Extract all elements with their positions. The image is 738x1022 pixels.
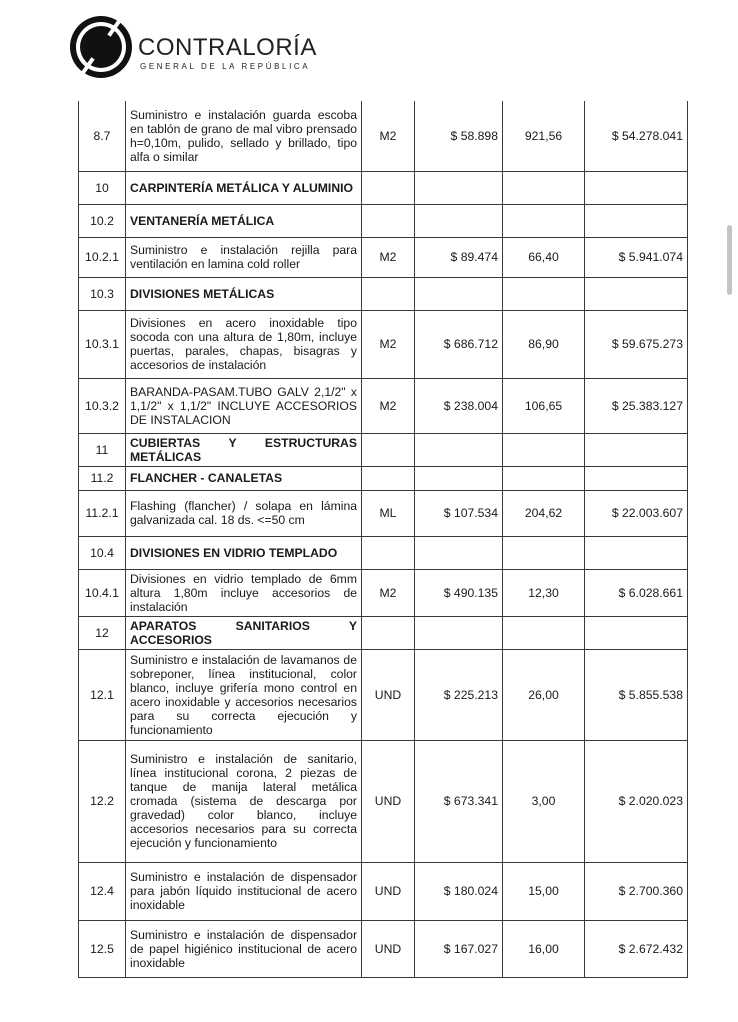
item-row <box>79 310 688 378</box>
item-total: $ 2.020.023 <box>585 740 688 862</box>
item-description: Divisiones en vidrio templado de 6mm altura 1,80m incluye accesorios de instalación <box>126 569 362 616</box>
item-number: 10.2.1 <box>79 237 126 277</box>
item-unit-price: $ 673.341 <box>415 740 503 862</box>
item-unit-price: $ 225.213 <box>415 649 503 740</box>
empty-cell <box>362 277 415 310</box>
empty-cell <box>503 204 585 237</box>
item-description: Suministro e instalación de dispensador para jabón líquido institucional de acero inoxidable <box>126 862 362 920</box>
item-number: 12.1 <box>79 649 126 740</box>
item-total: $ 6.028.661 <box>585 569 688 616</box>
item-row <box>79 740 688 862</box>
empty-cell <box>503 171 585 204</box>
item-quantity: 921,56 <box>503 101 585 171</box>
item-unit-price: $ 238.004 <box>415 378 503 433</box>
empty-cell <box>585 171 688 204</box>
empty-cell <box>362 536 415 569</box>
contraloria-logo <box>68 14 328 84</box>
empty-cell <box>415 277 503 310</box>
empty-cell <box>585 466 688 490</box>
item-quantity: 106,65 <box>503 378 585 433</box>
item-unit-price: $ 167.027 <box>415 920 503 977</box>
item-description: Divisiones en acero inoxidable tipo socoda con una altura de 1,80m, incluye puertas, parales, chapas, bisagras y accesorios de instalación <box>126 310 362 378</box>
item-number: 10.4.1 <box>79 569 126 616</box>
section-title: VENTANERÍA METÁLICA <box>126 204 362 237</box>
section-title: APARATOS SANITARIOS Y ACCESORIOS <box>126 616 362 649</box>
empty-cell <box>503 616 585 649</box>
section-title: DIVISIONES METÁLICAS <box>126 277 362 310</box>
empty-cell <box>585 277 688 310</box>
section-title: FLANCHER - CANALETAS <box>126 466 362 490</box>
item-number: 10 <box>79 171 126 204</box>
item-number: 10.3.2 <box>79 378 126 433</box>
item-quantity: 204,62 <box>503 490 585 536</box>
section-row <box>79 616 688 649</box>
item-row <box>79 490 688 536</box>
item-number: 8.7 <box>79 101 126 171</box>
item-total: $ 5.941.074 <box>585 237 688 277</box>
section-row <box>79 204 688 237</box>
empty-cell <box>415 433 503 466</box>
item-description: Suministro e instalación de sanitario, línea institucional corona, 2 piezas de tanque de manija lateral metálica cromada (sistema de descarga por gravedad) color blanco, incluye accesorios necesarios para su correcta ejecución y funcionamiento <box>126 740 362 862</box>
item-unit: M2 <box>362 378 415 433</box>
item-number: 12.4 <box>79 862 126 920</box>
item-number: 10.2 <box>79 204 126 237</box>
section-title: CUBIERTAS Y ESTRUCTURAS METÁLICAS <box>126 433 362 466</box>
section-row <box>79 466 688 490</box>
item-unit: M2 <box>362 310 415 378</box>
item-total: $ 54.278.041 <box>585 101 688 171</box>
item-description: Flashing (flancher) / solapa en lámina galvanizada cal. 18 ds. <=50 cm <box>126 490 362 536</box>
item-number: 10.3 <box>79 277 126 310</box>
item-row <box>79 920 688 977</box>
empty-cell <box>415 536 503 569</box>
empty-cell <box>415 616 503 649</box>
empty-cell <box>362 171 415 204</box>
item-unit: UND <box>362 920 415 977</box>
empty-cell <box>585 536 688 569</box>
empty-cell <box>585 433 688 466</box>
item-row <box>79 862 688 920</box>
item-row <box>79 101 688 171</box>
item-unit: M2 <box>362 101 415 171</box>
empty-cell <box>415 171 503 204</box>
empty-cell <box>503 466 585 490</box>
item-unit-price: $ 180.024 <box>415 862 503 920</box>
org-name: CONTRALORÍA <box>138 34 317 61</box>
item-quantity: 66,40 <box>503 237 585 277</box>
item-description: Suministro e instalación guarda escoba en tablón de grano de mal vibro prensado h=0,10m, pulido, sellado y brillado, tipo alfa o similar <box>126 101 362 171</box>
table-body <box>79 101 688 977</box>
item-unit: UND <box>362 649 415 740</box>
item-unit-price: $ 686.712 <box>415 310 503 378</box>
item-total: $ 2.700.360 <box>585 862 688 920</box>
item-unit-price: $ 107.534 <box>415 490 503 536</box>
empty-cell <box>362 616 415 649</box>
empty-cell <box>362 433 415 466</box>
item-number: 12 <box>79 616 126 649</box>
item-number: 12.2 <box>79 740 126 862</box>
item-row <box>79 378 688 433</box>
item-quantity: 16,00 <box>503 920 585 977</box>
empty-cell <box>585 616 688 649</box>
item-unit: M2 <box>362 237 415 277</box>
org-subtitle: GENERAL DE LA REPÚBLICA <box>140 62 311 71</box>
item-description: Suministro e instalación de lavamanos de sobreponer, línea institucional, color blanco, incluye grifería mono control en acero inoxidable y accesorios necesarios para su correcta ejecución y funcionamiento <box>126 649 362 740</box>
item-number: 11 <box>79 433 126 466</box>
item-description: Suministro e instalación de dispensador de papel higiénico institucional de acero inoxidable <box>126 920 362 977</box>
item-quantity: 26,00 <box>503 649 585 740</box>
item-description: BARANDA-PASAM.TUBO GALV 2,1/2" x 1,1/2" x 1,1/2" INCLUYE ACCESORIOS DE INSTALACION <box>126 378 362 433</box>
item-total: $ 22.003.607 <box>585 490 688 536</box>
item-unit: M2 <box>362 569 415 616</box>
item-row <box>79 649 688 740</box>
empty-cell <box>362 466 415 490</box>
item-unit: UND <box>362 740 415 862</box>
empty-cell <box>503 433 585 466</box>
section-row <box>79 171 688 204</box>
section-row <box>79 536 688 569</box>
item-unit: UND <box>362 862 415 920</box>
item-number: 11.2.1 <box>79 490 126 536</box>
empty-cell <box>415 466 503 490</box>
empty-cell <box>362 204 415 237</box>
contraloria-logo-icon <box>68 14 134 80</box>
item-total: $ 2.672.432 <box>585 920 688 977</box>
item-unit: ML <box>362 490 415 536</box>
empty-cell <box>415 204 503 237</box>
item-quantity: 12,30 <box>503 569 585 616</box>
section-row <box>79 277 688 310</box>
item-row <box>79 237 688 277</box>
empty-cell <box>503 536 585 569</box>
item-total: $ 5.855.538 <box>585 649 688 740</box>
item-number: 11.2 <box>79 466 126 490</box>
section-title: DIVISIONES EN VIDRIO TEMPLADO <box>126 536 362 569</box>
item-unit-price: $ 89.474 <box>415 237 503 277</box>
item-row <box>79 569 688 616</box>
section-title: CARPINTERÍA METÁLICA Y ALUMINIO <box>126 171 362 204</box>
item-unit-price: $ 58.898 <box>415 101 503 171</box>
item-unit-price: $ 490.135 <box>415 569 503 616</box>
item-total: $ 59.675.273 <box>585 310 688 378</box>
item-number: 12.5 <box>79 920 126 977</box>
item-description: Suministro e instalación rejilla para ventilación en lamina cold roller <box>126 237 362 277</box>
item-quantity: 15,00 <box>503 862 585 920</box>
item-number: 10.4 <box>79 536 126 569</box>
scrollbar-thumb[interactable] <box>727 225 732 295</box>
item-total: $ 25.383.127 <box>585 378 688 433</box>
item-number: 10.3.1 <box>79 310 126 378</box>
section-row <box>79 433 688 466</box>
budget-items-table <box>78 101 688 978</box>
empty-cell <box>503 277 585 310</box>
item-quantity: 3,00 <box>503 740 585 862</box>
item-quantity: 86,90 <box>503 310 585 378</box>
empty-cell <box>585 204 688 237</box>
